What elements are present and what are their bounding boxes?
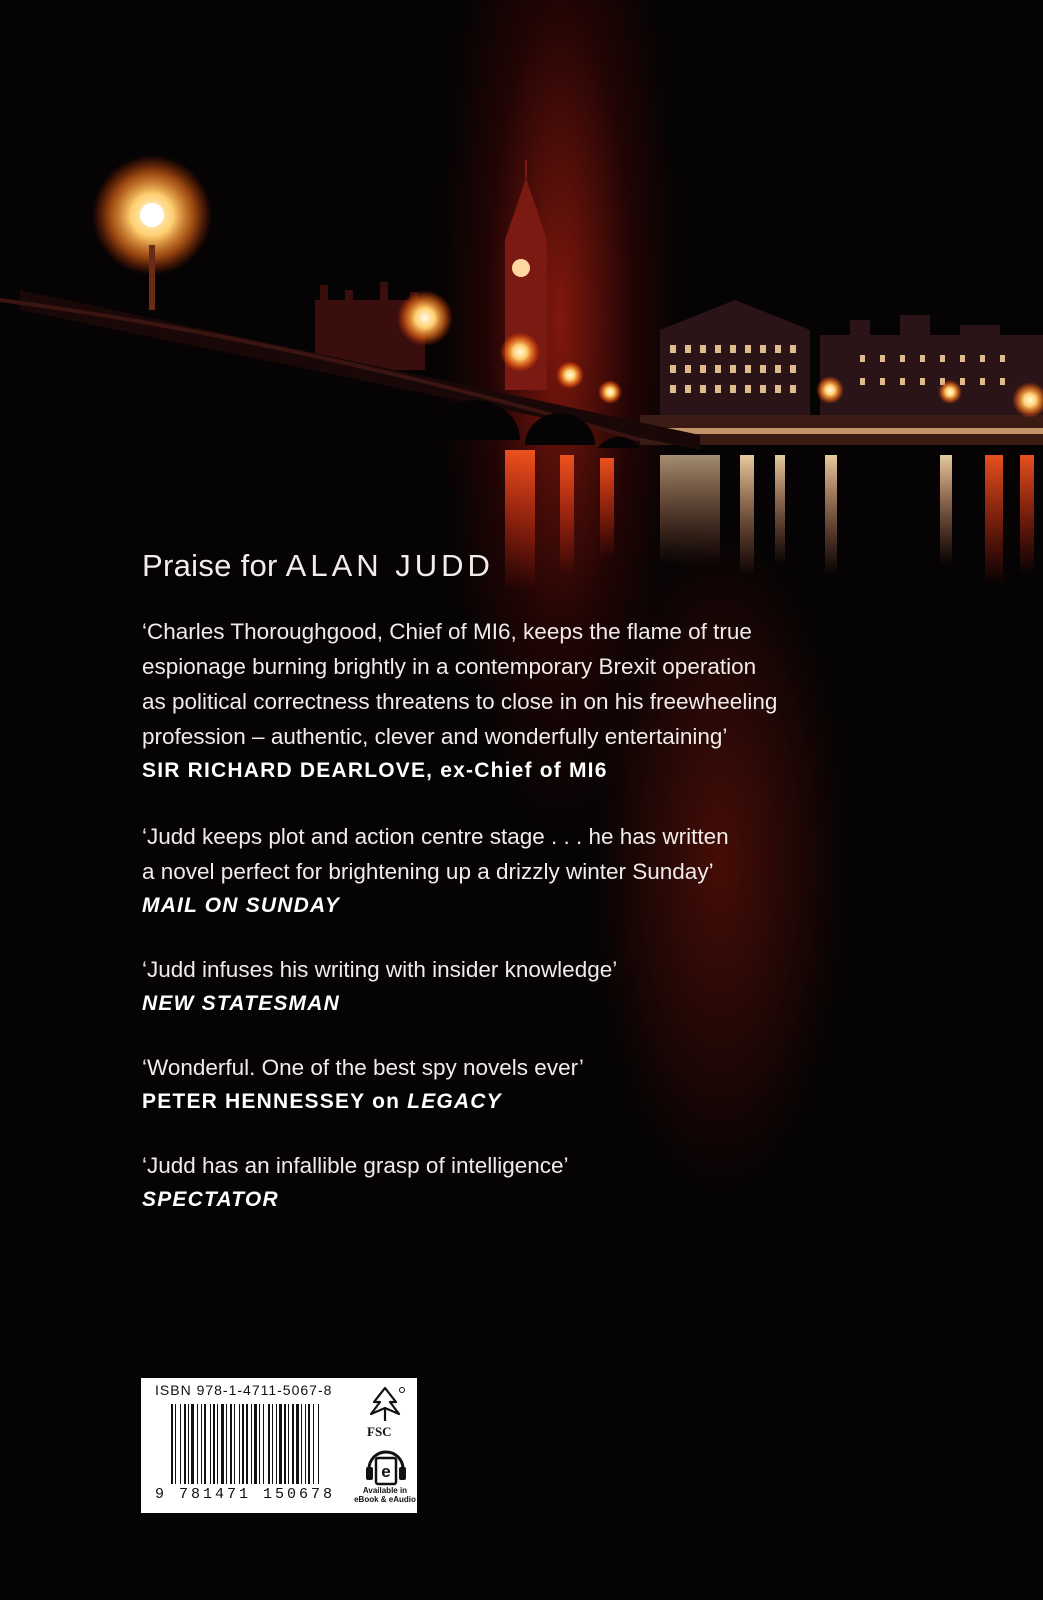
- quote-source: NEW STATESMAN: [142, 992, 340, 1015]
- barcode-stripe: [251, 1404, 252, 1484]
- barcode-stripe: [276, 1404, 277, 1484]
- barcode-stripe: [318, 1404, 319, 1484]
- quote-line: ‘Judd keeps plot and action centre stage . . . he has written: [142, 824, 729, 849]
- barcode-panel: [141, 1378, 417, 1513]
- barcode-stripe: [254, 1404, 257, 1484]
- barcode-stripe: [217, 1404, 218, 1484]
- headphones-ebook-icon: [363, 1441, 409, 1487]
- quote-line: ‘Wonderful. One of the best spy novels ever’: [142, 1055, 584, 1080]
- barcode-stripe: [268, 1404, 270, 1484]
- barcode-stripe: [213, 1404, 215, 1484]
- barcode-stripe: [221, 1404, 224, 1484]
- barcode-stripe: [301, 1404, 302, 1484]
- barcode-stripe: [175, 1404, 176, 1484]
- quote-line: as political correctness threatens to close in on his freewheeling: [142, 689, 778, 714]
- quote-line: ‘Judd has an infallible grasp of intelligence’: [142, 1153, 569, 1178]
- barcode-stripe: [284, 1404, 286, 1484]
- quote-source: SIR RICHARD DEARLOVE, ex-Chief of MI6: [142, 759, 608, 782]
- barcode-stripe: [272, 1404, 273, 1484]
- quote-mail-on-sunday: [142, 819, 902, 921]
- barcode-stripe: [308, 1404, 310, 1484]
- fsc-tree-icon: [362, 1384, 408, 1424]
- quote-source: MAIL ON SUNDAY: [142, 894, 341, 917]
- quote-text: [142, 952, 902, 987]
- praise-heading: [142, 548, 494, 584]
- quote-line: espionage burning brightly in a contemporary Brexit operation: [142, 654, 757, 679]
- barcode-stripe: [296, 1404, 299, 1484]
- barcode-number: 9 781471 150678: [155, 1486, 336, 1503]
- barcode-stripe: [313, 1404, 314, 1484]
- author-name: ALAN JUDD: [285, 548, 494, 583]
- westminster-night-photo: [0, 0, 1043, 600]
- barcode-stripe: [305, 1404, 306, 1484]
- barcode-stripe: [246, 1404, 248, 1484]
- barcode-stripe: [226, 1404, 227, 1484]
- quote-text: [142, 1148, 902, 1183]
- quote-text: [142, 819, 902, 889]
- quote-new-statesman: [142, 952, 902, 1019]
- barcode-stripe: [239, 1404, 240, 1484]
- quote-hennessey: [142, 1050, 902, 1117]
- isbn-label: ISBN 978-1-4711-5067-8: [155, 1382, 333, 1398]
- barcode-stripe: [204, 1404, 206, 1484]
- barcode-stripe: [279, 1404, 282, 1484]
- source-work: LEGACY: [407, 1090, 502, 1113]
- quote-source: SPECTATOR: [142, 1188, 279, 1211]
- quote-line: a novel perfect for brightening up a drizzly winter Sunday’: [142, 859, 714, 884]
- barcode-stripe: [234, 1404, 235, 1484]
- fsc-label: FSC: [367, 1424, 392, 1439]
- barcode-stripe: [197, 1404, 198, 1484]
- source-on: on: [372, 1090, 401, 1113]
- barcode-stripe: [188, 1404, 189, 1484]
- praise-lead: Praise for: [142, 548, 278, 583]
- quote-text: [142, 614, 902, 754]
- quote-spectator: [142, 1148, 902, 1215]
- quote-line: ‘Charles Thoroughgood, Chief of MI6, keeps the flame of true: [142, 619, 752, 644]
- availability-line: Available in: [362, 1486, 408, 1495]
- barcode-stripe: [210, 1404, 211, 1484]
- barcode-stripe: [292, 1404, 294, 1484]
- barcode-bars: [171, 1404, 367, 1484]
- barcode-stripe: [184, 1404, 186, 1484]
- barcode-stripe: [259, 1404, 260, 1484]
- barcode-stripe: [171, 1404, 173, 1484]
- barcode-stripe: [288, 1404, 289, 1484]
- quote-dearlove: [142, 614, 902, 786]
- barcode-stripe: [242, 1404, 244, 1484]
- source-person: PETER HENNESSEY: [142, 1090, 366, 1113]
- quote-text: [142, 1050, 902, 1085]
- barcode-stripe: [191, 1404, 194, 1484]
- ebook-letter: e: [381, 1462, 391, 1481]
- quote-source: [142, 1087, 902, 1117]
- barcode-stripe: [180, 1404, 181, 1484]
- quote-line: ‘Judd infuses his writing with insider knowledge’: [142, 957, 618, 982]
- availability-note: [352, 1486, 418, 1504]
- barcode-stripe: [230, 1404, 232, 1484]
- quote-line: profession – authentic, clever and wonderfully entertaining’: [142, 724, 728, 749]
- availability-line: eBook & eAudio: [354, 1495, 416, 1504]
- barcode-stripe: [263, 1404, 264, 1484]
- barcode-stripe: [201, 1404, 202, 1484]
